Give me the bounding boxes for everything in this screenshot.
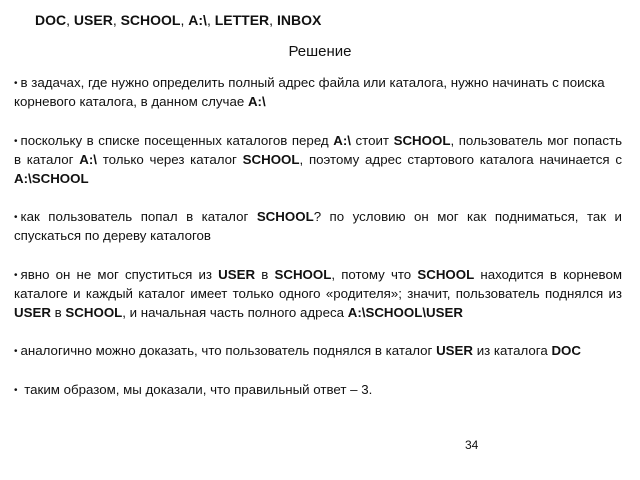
paragraph-text: в задачах, где нужно определить полный адрес файла или каталога, нужно начинать с поиска корневого каталога, в данном случае: [14, 75, 605, 110]
header-item-root: A:\: [188, 12, 207, 28]
paragraph-bold-text: A:\: [79, 152, 97, 168]
header-separator: ,: [180, 12, 189, 28]
paragraph-text: в: [50, 304, 66, 320]
header-item-inbox: INBOX: [276, 12, 322, 28]
paragraph-bold-text: SCHOOL: [65, 304, 123, 320]
header-item-school: SCHOOL: [120, 12, 181, 28]
paragraph-text: , и начальная часть полного адреса: [122, 304, 348, 320]
bullet-icon: •: [14, 78, 18, 89]
page-number: 34: [465, 438, 479, 452]
solution-paragraph-4: [14, 266, 622, 322]
paragraph-bold-text: A:\SCHOOL\USER: [347, 304, 463, 320]
paragraph-text: только через каталог: [96, 152, 243, 168]
header-separator: ,: [66, 12, 74, 28]
paragraph-text: стоит: [350, 132, 394, 148]
paragraph-text: находится в корневом каталоге и каждый каталог имеет только одного «родителя»; значит, пользователь поднялся из: [14, 266, 623, 302]
paragraph-text: из каталога: [473, 343, 552, 359]
bullet-icon: •: [14, 269, 18, 281]
paragraph-bold-text: SCHOOL: [417, 266, 475, 282]
paragraph-bold-text: SCHOOL: [274, 266, 332, 282]
paragraph-text: явно он не мог спуститься из: [20, 266, 219, 282]
paragraph-bold-text: USER: [14, 304, 51, 320]
paragraph-text: , поэтому адрес стартового каталога начинается с: [299, 152, 622, 168]
slide-title: Решение: [288, 43, 352, 60]
paragraph-bold-text: SCHOOL: [393, 132, 451, 148]
bullet-icon: •: [14, 135, 18, 147]
paragraph-bold-text: A:\: [247, 94, 266, 110]
paragraph-bold-text: USER: [218, 266, 256, 282]
paragraph-bold-text: USER: [436, 343, 474, 359]
solution-paragraph-5: [14, 342, 622, 361]
solution-paragraph-2: [14, 132, 622, 188]
paragraph-text: поскольку в списке посещенных каталогов перед: [20, 132, 334, 148]
header-item-user: USER: [73, 12, 113, 28]
paragraph-bold-text: SCHOOL: [242, 152, 300, 168]
header-item-doc: DOC: [35, 12, 67, 28]
solution-paragraph-1: [14, 74, 622, 112]
paragraph-text: таким образом, мы доказали, что правильный ответ – 3.: [20, 382, 373, 398]
header-separator: ,: [269, 12, 277, 28]
paragraph-text: , потому что: [331, 266, 418, 282]
header-separator: ,: [112, 12, 121, 28]
paragraph-bold-text: A:\: [333, 132, 351, 148]
solution-body: [14, 74, 622, 421]
header-folder-list: [35, 12, 321, 28]
solution-paragraph-6: [14, 381, 622, 400]
paragraph-text: , пользователь мог попасть в каталог: [14, 132, 622, 168]
solution-paragraph-3: [14, 208, 622, 246]
paragraph-bold-text: SCHOOL: [256, 209, 314, 225]
bullet-icon: •: [14, 212, 18, 224]
paragraph-text: ? по условию он мог как подниматься, так и спускаться по дереву каталогов: [14, 209, 622, 244]
bullet-icon: •: [14, 385, 18, 397]
paragraph-text: аналогично можно доказать, что пользователь поднялся в каталог: [20, 343, 437, 359]
bullet-icon: •: [14, 346, 18, 358]
paragraph-bold-text: DOC: [551, 343, 581, 359]
paragraph-bold-text: A:\SCHOOL: [14, 170, 89, 186]
paragraph-text: в: [255, 266, 275, 282]
header-separator: ,: [206, 12, 215, 28]
paragraph-text: как пользователь попал в каталог: [20, 209, 257, 225]
header-item-letter: LETTER: [214, 12, 270, 28]
